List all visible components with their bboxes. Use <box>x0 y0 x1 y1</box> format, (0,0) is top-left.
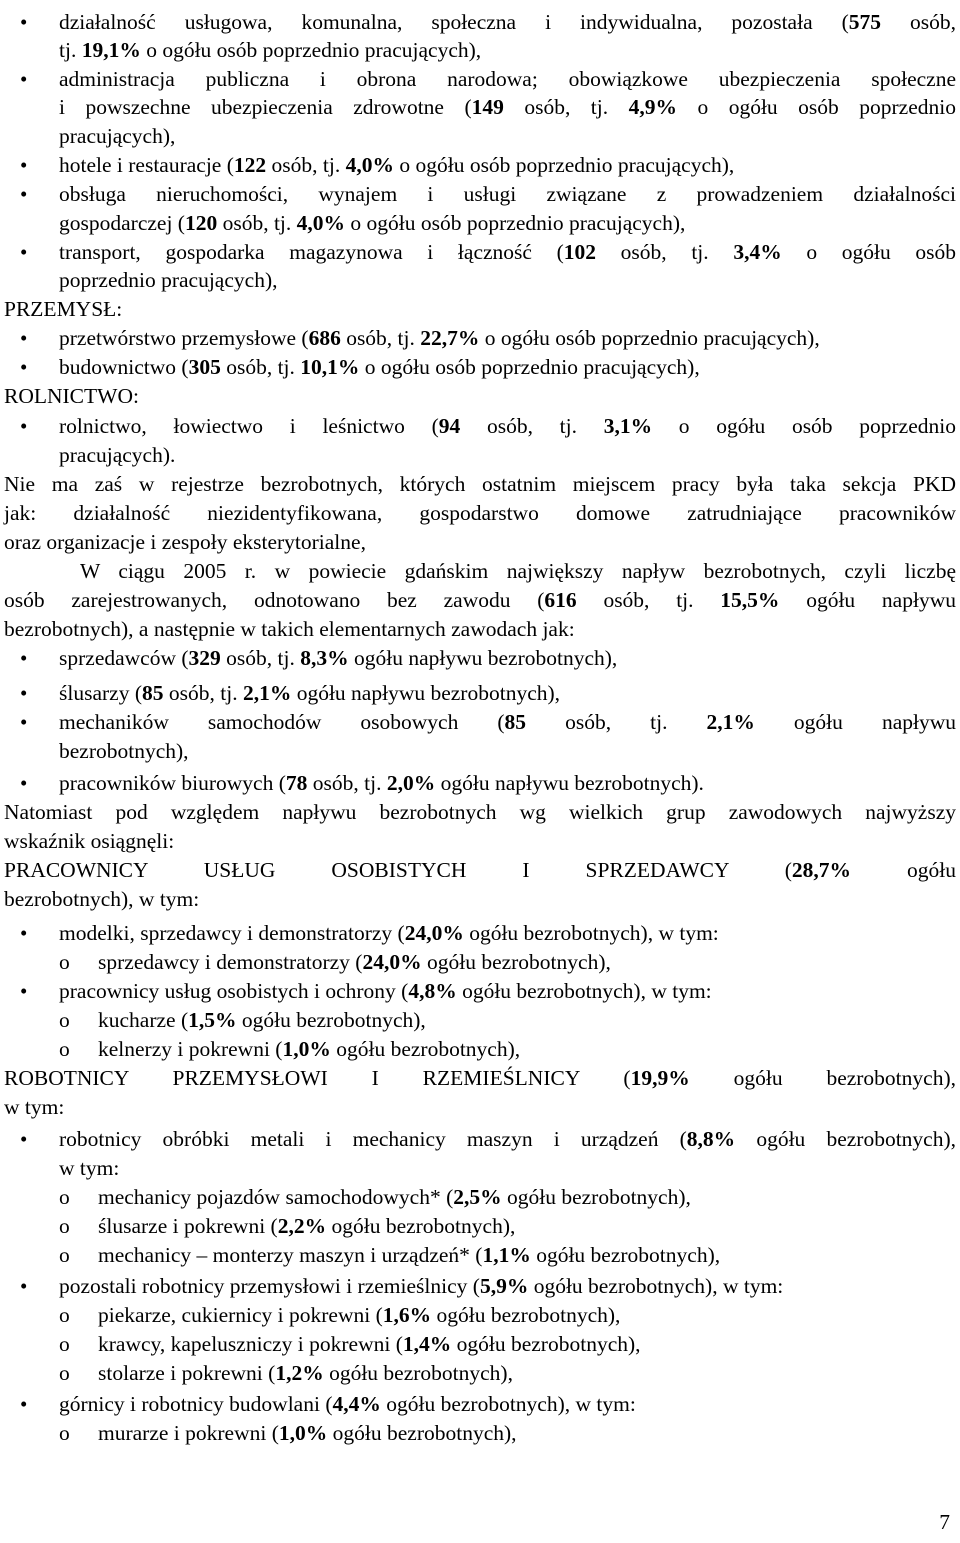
text-segment: o ogółu osób poprzednio <box>652 414 956 438</box>
text-line <box>4 470 956 498</box>
sub-bullet-marker: o <box>59 950 70 974</box>
bold-figure: 2,0% <box>386 771 436 795</box>
text-line <box>4 382 956 410</box>
bold-figure: 4,0% <box>345 153 394 177</box>
text-segment: ogółu bezrobotnych), w tym: <box>380 1392 636 1416</box>
bold-figure: 2,5% <box>453 1185 502 1209</box>
text-segment: kelnerzy i pokrewni ( <box>98 1037 283 1061</box>
sub-bullet-marker: o <box>59 1303 70 1327</box>
text-line <box>98 1241 956 1269</box>
text-segment: pracowników biurowych ( <box>59 771 286 795</box>
bold-figure: 8,8% <box>686 1127 736 1151</box>
text-segment: Natomiast pod względem napływu bezrobotnych wg wielkich grup zawodowych najwyższy <box>4 800 956 824</box>
text-line <box>98 1359 956 1387</box>
sub-bullet-marker: o <box>59 1243 70 1267</box>
text-line <box>59 36 956 64</box>
text-line <box>4 827 956 855</box>
text-segment: ( <box>728 858 792 882</box>
page-number: 7 <box>939 1510 950 1534</box>
text-segment: rolnictwo, łowiectwo i leśnictwo ( <box>59 414 439 438</box>
text-segment: bezrobotnych), <box>59 739 189 763</box>
sub-bullet-marker: o <box>59 1421 70 1445</box>
text-line <box>59 441 956 469</box>
text-line <box>98 1301 956 1329</box>
text-segment: górnicy i robotnicy budowlani ( <box>59 1392 333 1416</box>
bold-figure: 616 <box>544 588 577 612</box>
text-segment: jak: działalność niezidentyfikowana, gospodarstwo domowe zatrudniające pracowników <box>4 501 956 525</box>
text-line <box>59 769 956 797</box>
text-segment: o ogółu osób poprzednio pracujących), <box>345 211 686 235</box>
text-segment: transport, gospodarka magazynowa i łączność ( <box>59 240 564 264</box>
bold-figure: 4,9% <box>628 95 677 119</box>
text-segment: osób, tj. <box>340 326 421 350</box>
text-segment: administracja publiczna i obrona narodowa; obowiązkowe ubezpieczenia społeczne <box>59 67 956 91</box>
text-segment: osób, tj. <box>220 355 301 379</box>
text-line <box>59 65 956 93</box>
text-segment: o ogółu osób poprzednio pracujących), <box>359 355 700 379</box>
text-line <box>98 1006 956 1034</box>
text-line <box>98 1419 956 1447</box>
text-segment: działalność usługowa, komunalna, społeczna i indywidualna, pozostała ( <box>59 10 849 34</box>
text-line <box>59 1125 956 1153</box>
sub-bullet-marker: o <box>59 1037 70 1061</box>
text-segment: sprzedawcy i demonstratorzy ( <box>98 950 363 974</box>
text-segment: budownictwo ( <box>59 355 189 379</box>
text-segment: i powszechne ubezpieczenia zdrowotne ( <box>59 95 472 119</box>
text-segment: piekarze, cukiernicy i pokrewni ( <box>98 1303 383 1327</box>
text-segment: ogółu <box>851 858 956 882</box>
text-segment: ogółu bezrobotnych), w tym: <box>456 979 712 1003</box>
text-line <box>98 948 956 976</box>
bold-figure: 1,0% <box>278 1421 328 1445</box>
text-segment: mechanicy – monterzy maszyn i urządzeń* ( <box>98 1243 483 1267</box>
text-line <box>59 1272 956 1300</box>
bullet-marker: • <box>20 10 28 34</box>
text-line <box>59 353 956 381</box>
text-segment: pracownicy usług osobistych i ochrony ( <box>59 979 409 1003</box>
text-line <box>59 180 956 208</box>
text-segment: mechaników samochodów osobowych ( <box>59 710 505 734</box>
text-segment: o ogółu osób poprzednio pracujących), <box>393 153 735 177</box>
text-segment: ślusarze i pokrewni ( <box>98 1214 278 1238</box>
text-segment: ogółu bezrobotnych), <box>421 950 611 974</box>
bullet-marker: • <box>20 1392 28 1416</box>
bold-figure: 4,4% <box>332 1392 381 1416</box>
text-segment: poprzednio pracujących), <box>59 268 278 292</box>
text-segment: bezrobotnych), w tym: <box>4 887 200 911</box>
text-segment: osób, tj. <box>266 153 346 177</box>
text-segment: ogółu bezrobotnych), <box>501 1185 691 1209</box>
bold-figure: 24,0% <box>362 950 422 974</box>
bold-figure: 19,9% <box>630 1066 690 1090</box>
text-line <box>59 977 956 1005</box>
text-line <box>98 1183 956 1211</box>
text-segment: ogółu bezrobotnych), <box>323 1361 513 1385</box>
text-segment: osób, tj. <box>576 588 721 612</box>
text-segment: osób, <box>881 10 956 34</box>
text-line <box>4 499 956 527</box>
text-segment: osób, tj. <box>307 771 387 795</box>
bold-figure: 1,0% <box>282 1037 331 1061</box>
text-segment: obsługa nieruchomości, wynajem i usługi związane z prowadzeniem działalności <box>59 182 956 206</box>
bullet-marker: • <box>20 355 28 379</box>
text-segment: gospodarczej ( <box>59 211 185 235</box>
bullet-marker: • <box>20 240 28 264</box>
sub-bullet-marker: o <box>59 1214 70 1238</box>
text-segment: murarze i pokrewni ( <box>98 1421 279 1445</box>
bold-figure: 2,1% <box>706 710 755 734</box>
bullet-marker: • <box>20 646 28 670</box>
text-segment: przetwórstwo przemysłowe ( <box>59 326 309 350</box>
bold-figure: 2,2% <box>277 1214 327 1238</box>
text-line <box>80 557 956 585</box>
text-line <box>59 644 956 672</box>
text-segment: sprzedawców ( <box>59 646 189 670</box>
text-segment: o ogółu osób poprzednio pracujących), <box>140 38 482 62</box>
bold-figure: 1,2% <box>275 1361 324 1385</box>
text-segment: osób, tj. <box>526 710 707 734</box>
bold-figure: 28,7% <box>791 858 852 882</box>
text-segment: osób, tj. <box>163 681 243 705</box>
text-segment: PRZEMYSŁ: <box>4 297 123 321</box>
text-segment: ROBOTNICY PRZEMYSŁOWI I RZEMIEŚLNICY <box>4 1066 580 1090</box>
bold-figure: 1,1% <box>482 1243 531 1267</box>
sub-bullet-marker: o <box>59 1332 70 1356</box>
text-line <box>59 919 956 947</box>
text-line <box>98 1212 956 1240</box>
text-line <box>98 1035 956 1063</box>
text-segment: o ogółu osób poprzednio pracujących), <box>479 326 820 350</box>
text-segment: ślusarzy ( <box>59 681 142 705</box>
text-line <box>59 737 956 765</box>
text-segment: ogółu bezrobotnych), w tym: <box>463 921 719 945</box>
bullet-marker: • <box>20 979 28 1003</box>
text-segment: ogółu bezrobotnych), <box>735 1127 956 1151</box>
text-segment: ogółu napływu <box>754 710 956 734</box>
text-segment: ogółu bezrobotnych), <box>326 1214 516 1238</box>
bold-figure: 8,3% <box>300 646 349 670</box>
bold-figure: 102 <box>563 240 597 264</box>
bold-figure: 329 <box>188 646 221 670</box>
text-segment: ogółu bezrobotnych), <box>451 1332 641 1356</box>
bold-figure: 686 <box>308 326 341 350</box>
bold-figure: 1,4% <box>402 1332 452 1356</box>
text-line <box>4 1064 956 1092</box>
text-segment: osób, tj. <box>460 414 604 438</box>
text-segment: o ogółu osób poprzednio <box>677 95 956 119</box>
text-segment: w tym: <box>59 1156 120 1180</box>
bold-figure: 94 <box>438 414 461 438</box>
text-line <box>59 266 956 294</box>
sub-bullet-marker: o <box>59 1008 70 1032</box>
text-segment: ogółu bezrobotnych), <box>689 1066 956 1090</box>
bold-figure: 2,1% <box>242 681 292 705</box>
text-segment: hotele i restauracje ( <box>59 153 234 177</box>
text-segment: ogółu bezrobotnych), <box>530 1243 721 1267</box>
bullet-marker: • <box>20 1274 28 1298</box>
text-segment: osób zarejestrowanych, odnotowano bez zawodu ( <box>4 588 545 612</box>
text-segment: bezrobotnych), a następnie w takich elementarnych zawodach jak: <box>4 617 575 641</box>
text-segment: wskaźnik osiągnęli: <box>4 829 175 853</box>
bold-figure: 3,4% <box>733 240 782 264</box>
text-line <box>4 615 956 643</box>
bold-figure: 15,5% <box>720 588 780 612</box>
text-segment: osób, tj. <box>217 211 297 235</box>
text-segment: ogółu bezrobotnych), w tym: <box>528 1274 784 1298</box>
bullet-marker: • <box>20 921 28 945</box>
bullet-marker: • <box>20 771 28 795</box>
text-segment: pracujących). <box>59 443 176 467</box>
text-line <box>59 708 956 736</box>
text-line <box>59 8 956 36</box>
text-line <box>59 238 956 266</box>
bullet-marker: • <box>20 153 28 177</box>
text-segment: kucharze ( <box>98 1008 189 1032</box>
bullet-marker: • <box>20 414 28 438</box>
text-segment: w tym: <box>4 1095 65 1119</box>
text-line <box>4 885 956 913</box>
text-segment: ogółu bezrobotnych), <box>236 1008 426 1032</box>
text-segment: stolarze i pokrewni ( <box>98 1361 276 1385</box>
text-line <box>59 324 956 352</box>
text-line <box>98 1330 956 1358</box>
bullet-marker: • <box>20 681 28 705</box>
bold-figure: 85 <box>142 681 164 705</box>
bold-figure: 122 <box>233 153 267 177</box>
bold-figure: 85 <box>504 710 527 734</box>
text-segment: mechanicy pojazdów samochodowych* ( <box>98 1185 454 1209</box>
text-line <box>4 528 956 556</box>
bold-figure: 22,7% <box>420 326 480 350</box>
text-segment: pozostali robotnicy przemysłowi i rzemieślnicy ( <box>59 1274 480 1298</box>
bullet-marker: • <box>20 67 28 91</box>
text-line <box>59 679 956 707</box>
bold-figure: 305 <box>188 355 221 379</box>
text-line <box>4 1093 956 1121</box>
text-segment: ogółu napływu bezrobotnych), <box>291 681 561 705</box>
text-segment: o ogółu osób <box>781 240 956 264</box>
bold-figure: 3,1% <box>603 414 653 438</box>
text-segment: PRACOWNICY USŁUG OSOBISTYCH I SPRZEDAWCY <box>4 858 729 882</box>
text-segment: pracujących), <box>59 124 176 148</box>
bold-figure: 149 <box>471 95 504 119</box>
bold-figure: 1,5% <box>188 1008 237 1032</box>
bold-figure: 4,8% <box>408 979 457 1003</box>
text-line <box>59 93 956 121</box>
text-line <box>4 586 956 614</box>
text-segment: ogółu napływu bezrobotnych). <box>435 771 704 795</box>
text-segment: tj. <box>59 38 82 62</box>
bold-figure: 1,6% <box>382 1303 432 1327</box>
bold-figure: 575 <box>848 10 882 34</box>
text-segment: osób, tj. <box>220 646 301 670</box>
bold-figure: 24,0% <box>404 921 464 945</box>
bold-figure: 5,9% <box>479 1274 529 1298</box>
bullet-marker: • <box>20 1127 28 1151</box>
text-line <box>59 1390 956 1418</box>
text-segment: ( <box>579 1066 631 1090</box>
text-segment: W ciągu 2005 r. w powiecie gdańskim największy napływ bezrobotnych, czyli liczbę <box>80 559 956 583</box>
text-line <box>4 295 956 323</box>
text-line <box>4 798 956 826</box>
text-segment: ogółu bezrobotnych), <box>330 1037 521 1061</box>
text-segment: krawcy, kapeluszniczy i pokrewni ( <box>98 1332 403 1356</box>
text-line <box>59 151 956 179</box>
text-segment: osób, tj. <box>596 240 734 264</box>
text-line <box>4 856 956 884</box>
text-segment: ROLNICTWO: <box>4 384 139 408</box>
text-line <box>59 209 956 237</box>
text-segment: ogółu bezrobotnych), <box>327 1421 517 1445</box>
sub-bullet-marker: o <box>59 1185 70 1209</box>
bold-figure: 78 <box>285 771 308 795</box>
sub-bullet-marker: o <box>59 1361 70 1385</box>
bold-figure: 19,1% <box>81 38 141 62</box>
text-line <box>59 122 956 150</box>
text-segment: robotnicy obróbki metali i mechanicy maszyn i urządzeń ( <box>59 1127 687 1151</box>
text-segment: osób, tj. <box>503 95 629 119</box>
text-segment: ogółu bezrobotnych), <box>431 1303 621 1327</box>
text-line <box>59 1154 956 1182</box>
text-segment: oraz organizacje i zespoły eksterytorialne, <box>4 530 366 554</box>
text-segment: modelki, sprzedawcy i demonstratorzy ( <box>59 921 405 945</box>
text-segment: Nie ma zaś w rejestrze bezrobotnych, których ostatnim miejscem pracy była taka sekcja PKD <box>4 472 956 496</box>
bullet-marker: • <box>20 710 28 734</box>
bullet-marker: • <box>20 182 28 206</box>
text-segment: ogółu napływu bezrobotnych), <box>348 646 618 670</box>
text-line <box>59 412 956 440</box>
bullet-marker: • <box>20 326 28 350</box>
bold-figure: 10,1% <box>300 355 360 379</box>
bold-figure: 120 <box>184 211 218 235</box>
bold-figure: 4,0% <box>296 211 346 235</box>
text-segment: ogółu napływu <box>779 588 956 612</box>
